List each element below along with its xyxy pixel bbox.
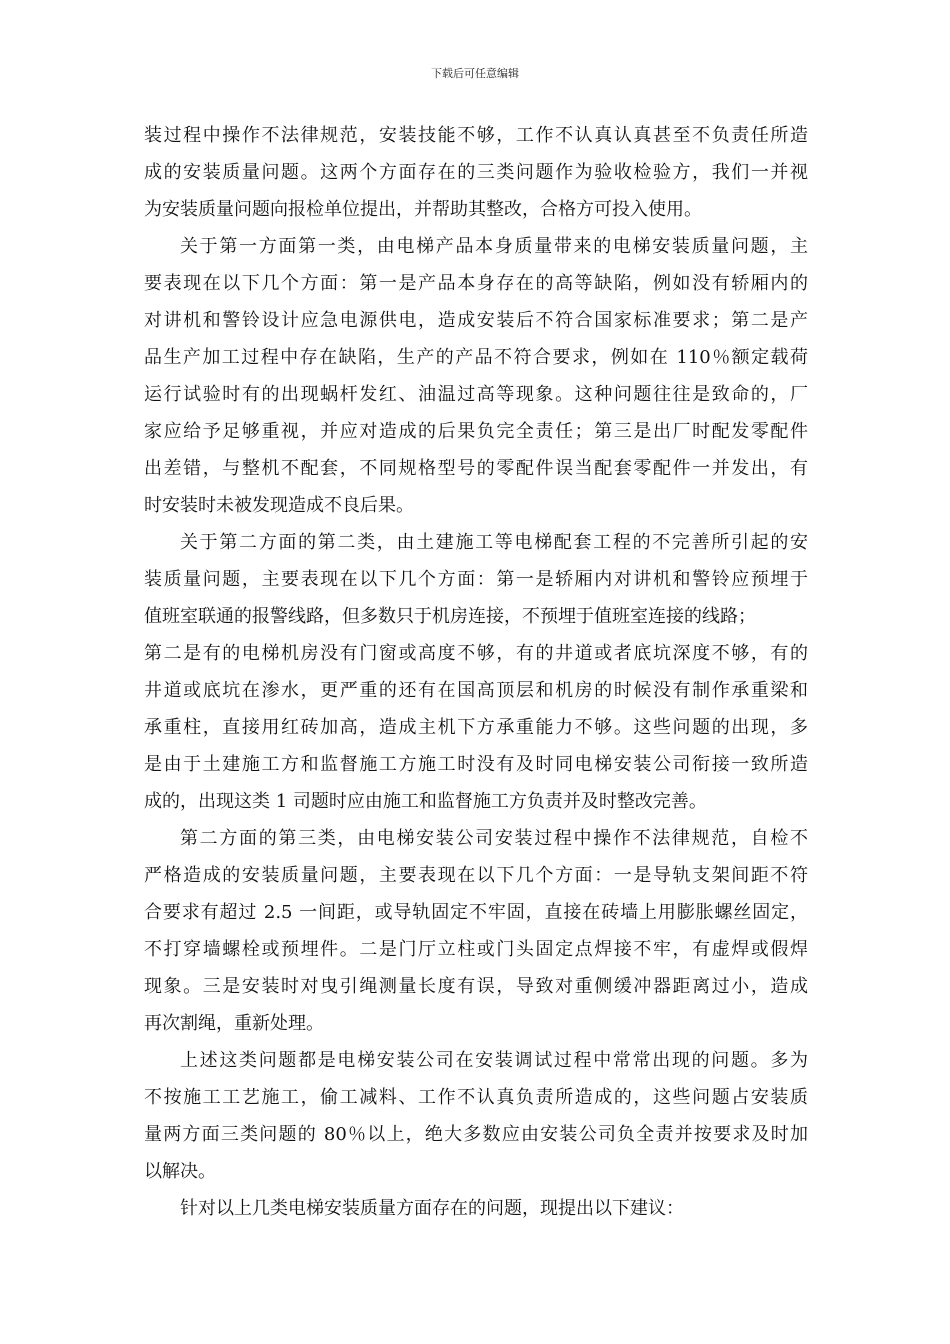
text-line: 关于第一方面第一类，由电梯产品本身质量带来的电梯安装质量问题，主 [180,236,808,257]
text-line: 要表现在以下几个方面：第一是产品本身存在的高等缺陷，例如没有轿厢内的 [144,273,808,294]
text-line: 家应给予足够重视，并应对造成的后果负完全责任；第三是出厂时配发零配件 [144,421,808,442]
text-line: 上述这类问题都是电梯安装公司在安装调试过程中常常出现的问题。多为 [180,1050,808,1071]
text-line: 以解决。 [144,1161,216,1182]
text-line: 不按施工工艺施工，偷工减料、工作不认真负责所造成的，这些问题占安装质 [144,1087,808,1108]
text-line: 为安装质量问题向报检单位提出，并帮助其整改，合格方可投入使用。 [144,199,702,220]
document-body [144,117,808,1227]
text-line: 严格造成的安装质量问题，主要表现在以下几个方面：一是导轨支架间距不符 [144,865,808,886]
text-line: 品生产加工过程中存在缺陷，生产的产品不符合要求，例如在 110％额定载荷 [144,347,808,368]
text-line: 现象。三是安装时对曳引绳测量长度有误，导致对重侧缓冲器距离过小，造成 [144,976,808,997]
paragraph [144,820,808,1042]
text-line: 对讲机和警铃设计应急电源供电，造成安装后不符合国家标准要求；第二是产 [144,310,808,331]
text-line: 装过程中操作不法律规范，安装技能不够，工作不认真认真甚至不负责任所造 [144,125,808,146]
text-line: 第二方面的第三类，由电梯安装公司安装过程中操作不法律规范，自检不 [180,828,808,849]
text-line: 关于第二方面的第二类，由土建施工等电梯配套工程的不完善所引起的安 [180,532,808,553]
text-line: 承重柱，直接用红砖加高，造成主机下方承重能力不够。这些问题的出现，多 [144,717,808,738]
text-line: 针对以上几类电梯安装质量方面存在的问题，现提出以下建议： [180,1198,684,1219]
paragraph [144,1190,808,1227]
paragraph [144,228,808,524]
paragraph [144,524,808,820]
paragraph [144,117,808,228]
page-header: 下载后可任意编辑 [431,67,519,80]
text-line: 量两方面三类问题的 80％以上，绝大多数应由安装公司负全责并按要求及时加 [144,1124,808,1145]
text-line: 第二是有的电梯机房没有门窗或高度不够，有的井道或者底坑深度不够，有的 [144,643,808,664]
text-line: 成的，出现这类 1 司题时应由施工和监督施工方负责并及时整改完善。 [144,791,707,812]
text-line: 装质量问题，主要表现在以下几个方面：第一是轿厢内对讲机和警铃应预埋于 [144,569,808,590]
text-line: 时安装时未被发现造成不良后果。 [144,495,414,516]
paragraph [144,1042,808,1190]
text-line: 是由于土建施工方和监督施工方施工时没有及时同电梯安装公司衔接一致所造 [144,754,808,775]
text-line: 成的安装质量问题。这两个方面存在的三类问题作为验收检验方，我们一并视 [144,162,808,183]
text-line: 再次割绳，重新处理。 [144,1013,324,1034]
text-line: 出差错，与整机不配套，不同规格型号的零配件误当配套零配件一并发出，有 [144,458,808,479]
text-line: 井道或底坑在渗水，更严重的还有在国高顶层和机房的时候没有制作承重梁和 [144,680,808,701]
text-line: 值班室联通的报警线路，但多数只于机房连接，不预埋于值班室连接的线路； [144,606,756,627]
text-line: 合要求有超过 2.5 一间距，或导轨固定不牢固，直接在砖墙上用膨胀螺丝固定， [144,902,808,923]
text-line: 不打穿墙螺栓或预埋件。二是门厅立柱或门头固定点焊接不牢，有虚焊或假焊 [144,939,808,960]
text-line: 运行试验时有的出现蜗杆发红、油温过高等现象。这种问题往往是致命的，厂 [144,384,808,405]
